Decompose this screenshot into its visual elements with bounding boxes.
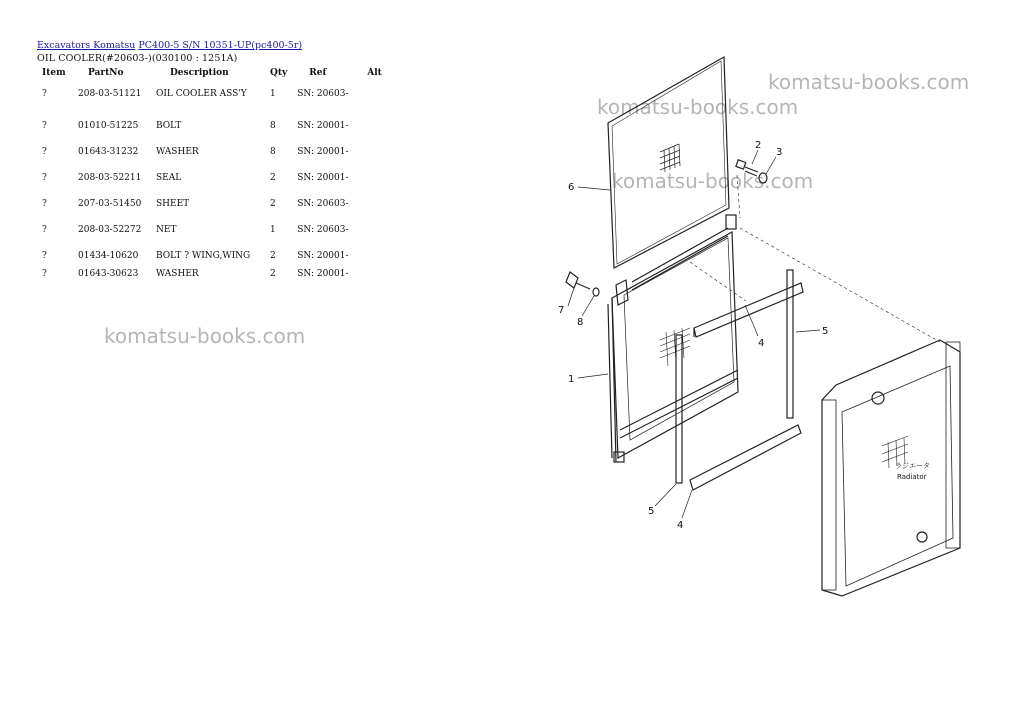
cell-alt xyxy=(363,261,388,279)
cell-ref: SN: 20603- xyxy=(297,199,349,209)
wing-bolt-part-7 xyxy=(566,272,590,289)
watermark-4: komatsu-books.com xyxy=(104,324,306,348)
cell-ref: SN: 20001- xyxy=(297,147,349,157)
cell-item: ? xyxy=(42,173,47,183)
cell-alt xyxy=(363,131,388,157)
cell-alt xyxy=(363,235,388,261)
cell-qty: 1 xyxy=(270,89,276,99)
table-row xyxy=(37,261,388,279)
washer-part-3 xyxy=(759,173,767,183)
callout-8: 8 xyxy=(577,317,584,328)
table-header-row xyxy=(37,66,388,79)
header-qty: Qty xyxy=(270,67,288,78)
cell-item: ? xyxy=(42,89,47,99)
bolt-part-2 xyxy=(736,160,758,176)
alignment-lines xyxy=(690,175,940,342)
header-alt: Alt xyxy=(367,67,382,78)
table-row xyxy=(37,131,388,157)
watermark-3: komatsu-books.com xyxy=(612,169,814,193)
breadcrumb-link-model[interactable]: PC400-5 S/N 10351-UP(pc400-5r) xyxy=(138,40,303,51)
table-row xyxy=(37,105,388,131)
cell-ref: SN: 20603- xyxy=(297,89,349,99)
callout-7: 7 xyxy=(558,305,565,316)
oil-cooler-assembly xyxy=(608,215,738,462)
header-item: Item xyxy=(42,67,66,78)
table-row xyxy=(37,183,388,209)
cell-partno: 01434-10620 xyxy=(78,251,139,261)
cell-alt xyxy=(363,105,388,131)
cell-qty: 8 xyxy=(270,147,276,157)
cell-description: SHEET xyxy=(156,199,190,209)
breadcrumb xyxy=(37,40,302,51)
cell-description: BOLT xyxy=(156,121,182,131)
cell-ref: SN: 20001- xyxy=(297,251,349,261)
cell-qty: 2 xyxy=(270,269,276,279)
callout-1: 1 xyxy=(568,374,575,385)
callout-4b: 4 xyxy=(677,520,684,531)
cell-description: SEAL xyxy=(156,173,182,183)
table-row xyxy=(37,235,388,261)
radiator-label-jp: ラジエータ xyxy=(895,462,930,470)
cell-alt xyxy=(363,183,388,209)
cell-description: WASHER xyxy=(156,269,199,279)
cell-item: ? xyxy=(42,269,47,279)
callout-5b: 5 xyxy=(648,506,655,517)
seal-bar-lower xyxy=(690,425,801,490)
cell-partno: 01643-30623 xyxy=(78,269,139,279)
cell-ref: SN: 20001- xyxy=(297,269,349,279)
cell-partno: 208-03-51121 xyxy=(78,89,142,99)
radiator-label: Radiator xyxy=(897,473,927,481)
exploded-parts-diagram xyxy=(540,50,980,610)
watermark-1: komatsu-books.com xyxy=(768,70,970,94)
cell-item: ? xyxy=(42,121,47,131)
cell-item: ? xyxy=(42,225,47,235)
header-description: Description xyxy=(170,67,229,78)
callout-4a: 4 xyxy=(758,338,765,349)
table-row xyxy=(37,209,388,235)
callout-6: 6 xyxy=(568,182,575,193)
table-row xyxy=(37,157,388,183)
cell-description: BOLT ? WING,WING xyxy=(156,251,251,261)
table-row xyxy=(37,79,388,105)
cell-alt xyxy=(363,209,388,235)
header-ref: Ref xyxy=(309,67,327,78)
page-subtitle: OIL COOLER(#20603-)(030100 : 1251A) xyxy=(37,53,238,64)
cell-qty: 8 xyxy=(270,121,276,131)
cell-ref: SN: 20001- xyxy=(297,173,349,183)
cell-partno: 01010-51225 xyxy=(78,121,139,131)
cell-partno: 207-03-51450 xyxy=(78,199,142,209)
sheet-panel xyxy=(608,57,729,268)
cell-partno: 01643-31232 xyxy=(78,147,139,157)
cell-ref: SN: 20603- xyxy=(297,225,349,235)
cell-ref: SN: 20001- xyxy=(297,121,349,131)
cell-item: ? xyxy=(42,147,47,157)
cell-partno: 208-03-52272 xyxy=(78,225,142,235)
cell-qty: 2 xyxy=(270,173,276,183)
sheet-strip-right xyxy=(787,270,793,418)
parts-table xyxy=(37,66,388,279)
cell-qty: 1 xyxy=(270,225,276,235)
header-partno: PartNo xyxy=(88,67,124,78)
breadcrumb-link-excavators[interactable]: Excavators Komatsu xyxy=(37,40,136,51)
cell-qty: 2 xyxy=(270,199,276,209)
callout-3: 3 xyxy=(776,147,783,158)
cell-alt xyxy=(363,157,388,183)
cell-partno: 208-03-52211 xyxy=(78,173,142,183)
cell-description: WASHER xyxy=(156,147,199,157)
cell-description: NET xyxy=(156,225,177,235)
callout-5a: 5 xyxy=(822,326,829,337)
cell-description: OIL COOLER ASS'Y xyxy=(156,89,247,99)
cell-alt xyxy=(363,79,388,105)
cell-qty: 2 xyxy=(270,251,276,261)
callout-2: 2 xyxy=(755,140,762,151)
watermark-2: komatsu-books.com xyxy=(597,95,799,119)
cell-item: ? xyxy=(42,199,47,209)
cell-item: ? xyxy=(42,251,47,261)
radiator-outline xyxy=(822,340,960,596)
washer-part-8 xyxy=(593,288,599,296)
